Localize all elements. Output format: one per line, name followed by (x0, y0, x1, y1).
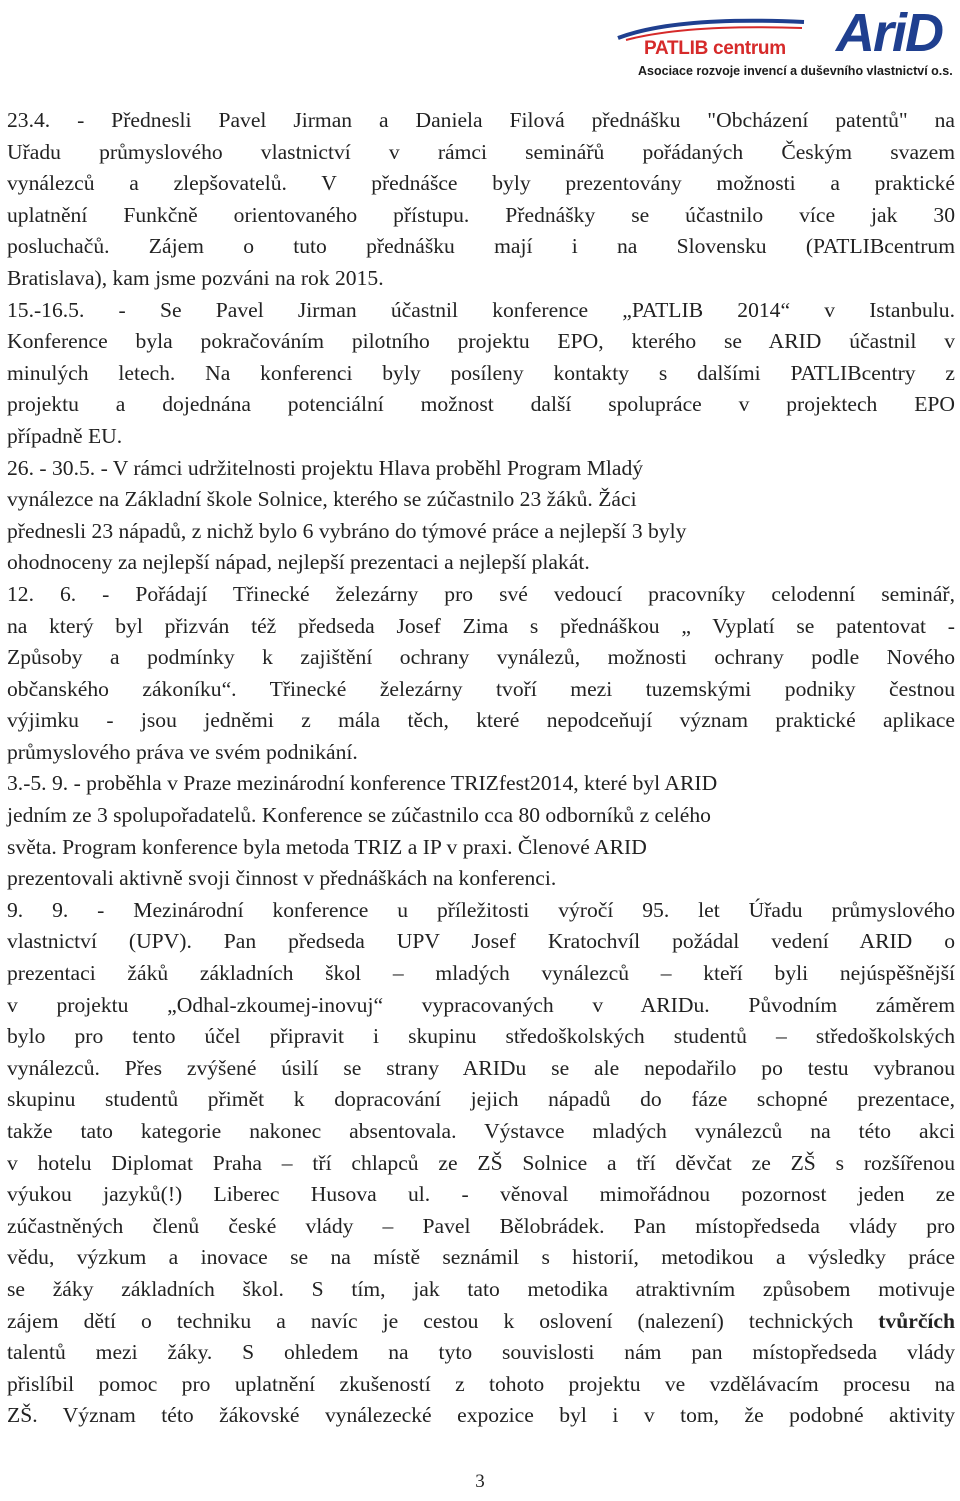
text-line: skupinu studentů přimět k dopracování jejich nápadů do fáze schopné prezentace, (7, 1087, 955, 1112)
text-line: případně EU. (7, 423, 123, 448)
text-line: Uřadu průmyslového vlastnictví v rámci seminářů pořádaných Českým svazem (7, 139, 955, 164)
text-line: vynálezců a zlepšovatelů. V přednášce byly prezentovány možnosti a praktické (7, 171, 955, 196)
text-line: světa. Program konference byla metoda TRIZ a IP v praxi. Členové ARID (7, 834, 647, 859)
text-line: přednesli 23 nápadů, z nichž bylo 6 vybráno do týmové práce a nejlepší 3 byly (7, 518, 687, 543)
text-line: vlastnictví (UPV). Pan předseda UPV Josef Kratochvíl požádal vedení ARID o (7, 929, 955, 954)
text-line: Způsoby a podmínky k zajištění ochrany vynálezů, možnosti ochrany podle Nového (7, 645, 955, 670)
text-line: občanského zákoníku“. Třinecké železárny tvoří mezi tuzemskými podniky čestnou (7, 676, 955, 701)
text-line: projektu a dojednána potenciální možnost další spolupráce v projektech EPO (7, 392, 955, 417)
text-line: vědu, výzkum a inovace se na místě seznámil s historií, metodikou a výsledky práce (7, 1245, 955, 1270)
text-line: výjimku - jsou jedněmi z mála těch, které nepodceňují význam praktické aplikace (7, 708, 955, 733)
page-number: 3 (475, 1471, 485, 1492)
text-line: se žáky základních škol. S tím, jak tato metodika atraktivním způsobem motivuje (7, 1276, 955, 1301)
text-line: 12. 6. - Pořádají Třinecké železárny pro své vedoucí pracovníky celodenní seminář, (7, 581, 955, 606)
text-line: prezentaci žáků základních škol – mladých vynálezců – kteří byli nejúspěšnější (7, 961, 955, 986)
text-line: jedním ze 3 spolupořadatelů. Konference se zúčastnilo cca 80 odborníků z celého (7, 803, 711, 828)
patlib-label: PATLIB centrum (644, 38, 786, 59)
text-line: talentů mezi žáky. S ohledem na tyto souvislosti nám pan místopředseda vlády (7, 1340, 955, 1365)
text-line: 3.-5. 9. - proběhla v Praze mezinárodní konference TRIZfest2014, které byl ARID (7, 771, 718, 796)
text-line: průmyslového práva ve svém podnikání. (7, 739, 358, 764)
document-body (7, 105, 955, 1432)
text-line: Bratislava), kam jsme pozváni na rok 2015. (7, 265, 384, 290)
text-line: 26. - 30.5. - V rámci udržitelnosti projektu Hlava proběhl Program Mladý (7, 455, 644, 480)
text-line: uplatnění Funkčně orientovaného přístupu. Přednášky se účastnilo více jak 30 (7, 202, 955, 227)
text-line: zúčastněných členů české vlády – Pavel Bělobrádek. Pan místopředseda vlády pro (7, 1213, 955, 1238)
text-line: minulých letech. Na konferenci byly posíleny kontakty s dalšími PATLIBcentry z (7, 360, 955, 385)
text-line: vynálezce na Základní škole Solnice, kterého se zúčastnilo 23 žáků. Žáci (7, 487, 637, 512)
text-line: výukou jazyků(!) Liberec Husova ul. - věnoval mimořádnou pozornost jeden ze (7, 1182, 955, 1207)
text-line: Konference byla pokračováním pilotního projektu EPO, kterého se ARID účastnil v (7, 329, 955, 354)
text-line: 23.4. - Přednesli Pavel Jirman a Daniela Filová přednášku "Obcházení patentů" na (7, 108, 955, 132)
text-line: ohodnoceny za nejlepší nápad, nejlepší prezentaci a nejlepší plakát. (7, 550, 590, 575)
text-line: 9. 9. - Mezinárodní konference u příležitosti výročí 95. let Úřadu průmyslového (7, 897, 955, 922)
bold-word: tvůrčích (878, 1308, 955, 1333)
text-line: v projektu „Odhal-zkoumej-inovuj“ vypracovaných v ARIDu. Původním záměrem (7, 992, 955, 1017)
text-line: takže tato kategorie nakonec absentovala. Výstavce mladých vynálezců na této akci (7, 1119, 955, 1143)
text-segment: zájem dětí o techniku a navíc je cestou k oslovení (nalezení) technických (7, 1308, 854, 1333)
text-line: posluchačů. Zájem o tuto přednášku mají i na Slovensku (PATLIBcentrum (7, 234, 955, 259)
arid-logo-text: AriD (835, 3, 942, 63)
text-line: přislíbil pomoc pro uplatnění zkušeností z tohoto projektu ve vzdělávacím procesu na (7, 1371, 955, 1396)
text-line: ZŠ. Význam této žákovské vynálezecké expozice byl i v tom, že podobné aktivity (7, 1403, 955, 1428)
text-line: vynálezců. Přes zvýšené úsilí se strany ARIDu se ale nepodařilo po testu vybranou (7, 1055, 955, 1080)
text-line: bylo pro tento účel připravit i skupinu středoškolských studentů – středoškolských (7, 1024, 955, 1049)
text-line-mixed (7, 1306, 955, 1338)
text-line: prezentovali aktivně svoji činnost v přednáškách na konferenci. (7, 866, 557, 891)
header-logo (616, 3, 953, 84)
text-line: 15.-16.5. - Se Pavel Jirman účastnil konference „PATLIB 2014“ v Istanbulu. (7, 297, 955, 322)
text-line: na který byl přizván též předseda Josef Zima s přednáškou „ Vyplatí se patentovat - (7, 613, 955, 638)
text-line: v hotelu Diplomat Praha – tří chlapců ze ZŠ Solnice a tří děvčat ze ZŠ s rozšířenou (7, 1150, 955, 1175)
association-name: Asociace rozvoje invencí a duševního vlastnictví o.s. (638, 64, 953, 78)
